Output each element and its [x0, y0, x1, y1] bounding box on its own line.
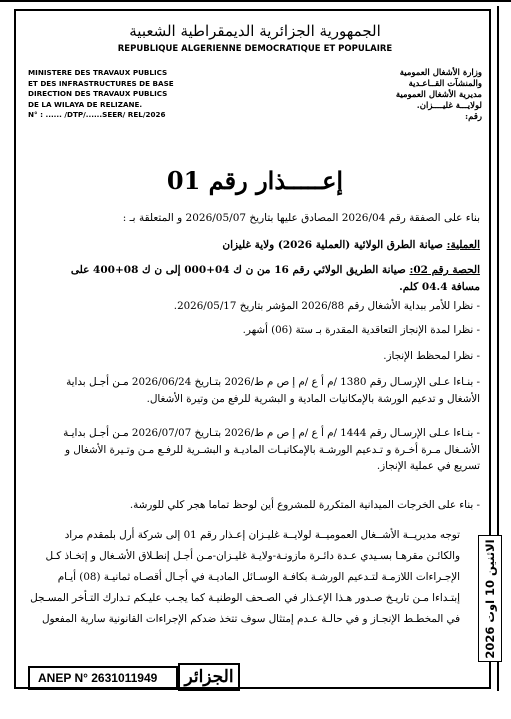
- bullet-item: - نظرا للأمر ببداية الأشغال رقم 2026/88 المؤشر بتاريخ 2026/05/17.: [173, 300, 480, 312]
- publication-date: الاثنين 10 اوت 2026: [483, 538, 497, 659]
- operation-line: [40, 237, 480, 254]
- bullet-item: - نظرا لمحظط الإنجاز.: [383, 350, 480, 362]
- ministry-line: والمنشآت القــاعـدية: [408, 79, 482, 89]
- bullet-item: - بنـاءا عـلى الإرسـال رقم 1380 /م أ ع /م إ ص م ط/2026 بتـاريخ 2026/06/24 مـن أجـل بداية الأشغال و تدعيم الورشة بالإمكانيات المادية و البشرية للرفع من وتيرة الأشغال.: [66, 376, 480, 405]
- bullet-text: بنـاءا عـلى الإرسـال رقم 1444 /م أ ع /م إ ص م ط/2026 بتـاريخ 2026/07/07 مـن أجـل بدايـة الأشـغال مـرة أخـرة و تـدعيم الورشـة بالإمكانيـات الماديـة و البشـرية للرفـع مـن وتـيرة الأشغال و تسريع في عملية الإنجاز.: [63, 427, 480, 472]
- ministry-block-ar: [330, 68, 482, 123]
- ministry-line: MINISTERE DES TRAVAUX PUBLICS: [28, 68, 168, 77]
- lot-label: الحصة رقم 02:: [409, 264, 480, 276]
- bullet-item: - نظرا لمدة الإنجاز التعاقدية المقدرة بـ ستة (06) أشهر.: [242, 324, 480, 336]
- reference-number: N° : ...... /DTP/......SEER/ REL/2026: [28, 110, 166, 119]
- ministry-block-fr: [28, 68, 208, 121]
- ministry-line: وزارة الأشغال العمومية: [399, 68, 482, 78]
- bullet-text: نظرا لمدة الإنجاز التعاقدية المقدرة بـ ستة (06) أشهر.: [242, 324, 474, 336]
- bullet-text: نظرا لمحظط الإنجاز.: [383, 350, 474, 362]
- arabic-republic-title: الجمهورية الجزائرية الديمقراطية الشعبية: [129, 22, 381, 40]
- bullet-text: بنـاءا عـلى الإرسـال رقم 1380 /م أ ع /م إ ص م ط/2026 بتـاريخ 2026/06/24 مـن أجـل بداية الأشغال و تدعيم الورشة بالإمكانيات المادية و البشرية للرفع من وتيرة الأشغال.: [66, 376, 480, 405]
- ministry-line: DE LA WILAYA DE RELIZANE.: [28, 99, 143, 109]
- formal-notice-paragraph: توجه مديريــة الأشــغال العموميــة لولايــة غليـزان إعـذار رقم 01 إلى شركة أرل بلمقدم مراد والكائـن مقرهـا بسـيدي عـدة دائـرة مازونـة-ولايـة غليـزان-مـن أجـل إنطـلاق الأشـغال و إتخـاذ كـل الإجـراءات اللازمـة لتـدعيم الورشـة بكافـة الوسـائل الماديـة في أجـال أقصـاه ثمانيـة (08) أيـام إبتـداءا مـن تاريـخ صـدور هـذا الإعـذار في الصـحف الوطنيـة كما يجـب عليـكم تـدارك التـأخر المسـجل في المخطـط الإنجـاز و في حالـة عـدم إمتثال سوف تتخذ ضدكم الإجراءات القانونية سارية المفعول: [30, 529, 460, 625]
- anep-number: ANEP N° 2631011949: [28, 666, 178, 690]
- ministry-line: ET DES INFRASTRUCTURES DE BASE: [28, 78, 174, 88]
- lot-text: صيانة الطريق الولائي رقم 16 من ن ك 04+000 إلى ن ك 08+400 على مسافة 04.4 كلم.: [70, 264, 480, 293]
- newspaper-logo: الجزائر: [178, 663, 240, 691]
- bullet-item: - بناء على الخرجات الميدانية المتكررة للمشروع أين لوحظ تماما هجر كلي للورشة.: [129, 499, 480, 511]
- bullet-text: بناء على الخرجات الميدانية المتكررة للمشروع أين لوحظ تماما هجر كلي للورشة.: [129, 499, 474, 511]
- ministry-line: DIRECTION DES TRAVAUX PUBLICS: [28, 89, 168, 98]
- operation-text: صيانة الطرق الولائية (العملية 2026) ولاية غليزان: [222, 239, 447, 251]
- publication-date-box: [478, 535, 502, 662]
- reference-label: رقم:: [465, 112, 482, 122]
- bullet-item: - بنـاءا عـلى الإرسـال رقم 1444 /م أ ع /م إ ص م ط/2026 بتـاريخ 2026/07/07 مـن أجـل بدايـة الأشـغال مـرة أخـرة و تـدعيم الورشـة بالإمكانيـات الماديـة و البشـرية للرفـع مـن وتـيرة الأشغال و تسريع في عملية الإنجاز.: [63, 427, 480, 472]
- document-title: إعـــــذار رقم 01: [166, 166, 344, 195]
- bullet-text: نظرا للأمر ببداية الأشغال رقم 2026/88 المؤشر بتاريخ 2026/05/17.: [173, 300, 474, 312]
- lot-line: [40, 262, 480, 296]
- top-rule: [0, 0, 511, 2]
- ministry-line: مديرية الأشغال العمومية: [395, 90, 482, 100]
- contract-reference: بناء على الصفقة رقم 2026/04 المصادق عليها بتاريخ 2026/05/07 و المتعلقة بـ :: [122, 212, 480, 224]
- operation-label: العملية:: [446, 239, 480, 251]
- ministry-line: لولايـــة غليــــزان.: [416, 101, 482, 111]
- french-republic-title: REPUBLIQUE ALGERIENNE DEMOCRATIQUE ET POPULAIRE: [117, 44, 393, 54]
